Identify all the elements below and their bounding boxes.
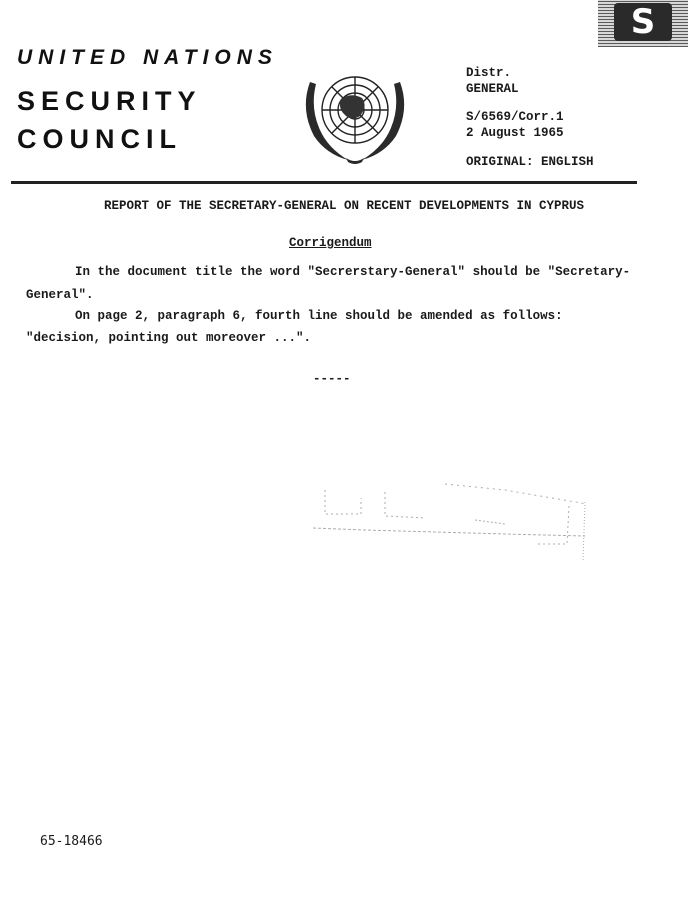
un-emblem-icon	[296, 64, 414, 170]
corrigendum-heading: Corrigendum	[289, 236, 372, 250]
document-date: 2 August 1965	[466, 126, 564, 140]
document-number: 65-18466	[40, 834, 103, 849]
original-language: ORIGINAL: ENGLISH	[466, 155, 594, 169]
council-name-line1: SECURITY	[17, 86, 202, 116]
document-title: REPORT OF THE SECRETARY-GENERAL ON RECENT DEVELOPMENTS IN CYPRUS	[103, 199, 585, 213]
distr-value: GENERAL	[466, 82, 519, 96]
para2-line1: On page 2, paragraph 6, fourth line should be amended as follows:	[75, 309, 563, 323]
distr-label: Distr.	[466, 66, 512, 80]
series-letter: S	[614, 3, 672, 41]
para2-line2: "decision, pointing out moreover ...".	[26, 331, 312, 345]
org-name: UNITED NATIONS	[17, 46, 278, 69]
document-symbol: S/6569/Corr.1	[466, 110, 564, 124]
faint-stamp-mark	[305, 470, 589, 570]
header-divider	[11, 181, 637, 184]
council-name-line2: COUNCIL	[17, 124, 182, 154]
para1-line2: General".	[26, 288, 94, 302]
para1-line1: In the document title the word "Secrerstary-General" should be "Secretary-	[75, 265, 631, 279]
series-badge	[598, 0, 688, 47]
end-separator: -----	[313, 372, 351, 386]
